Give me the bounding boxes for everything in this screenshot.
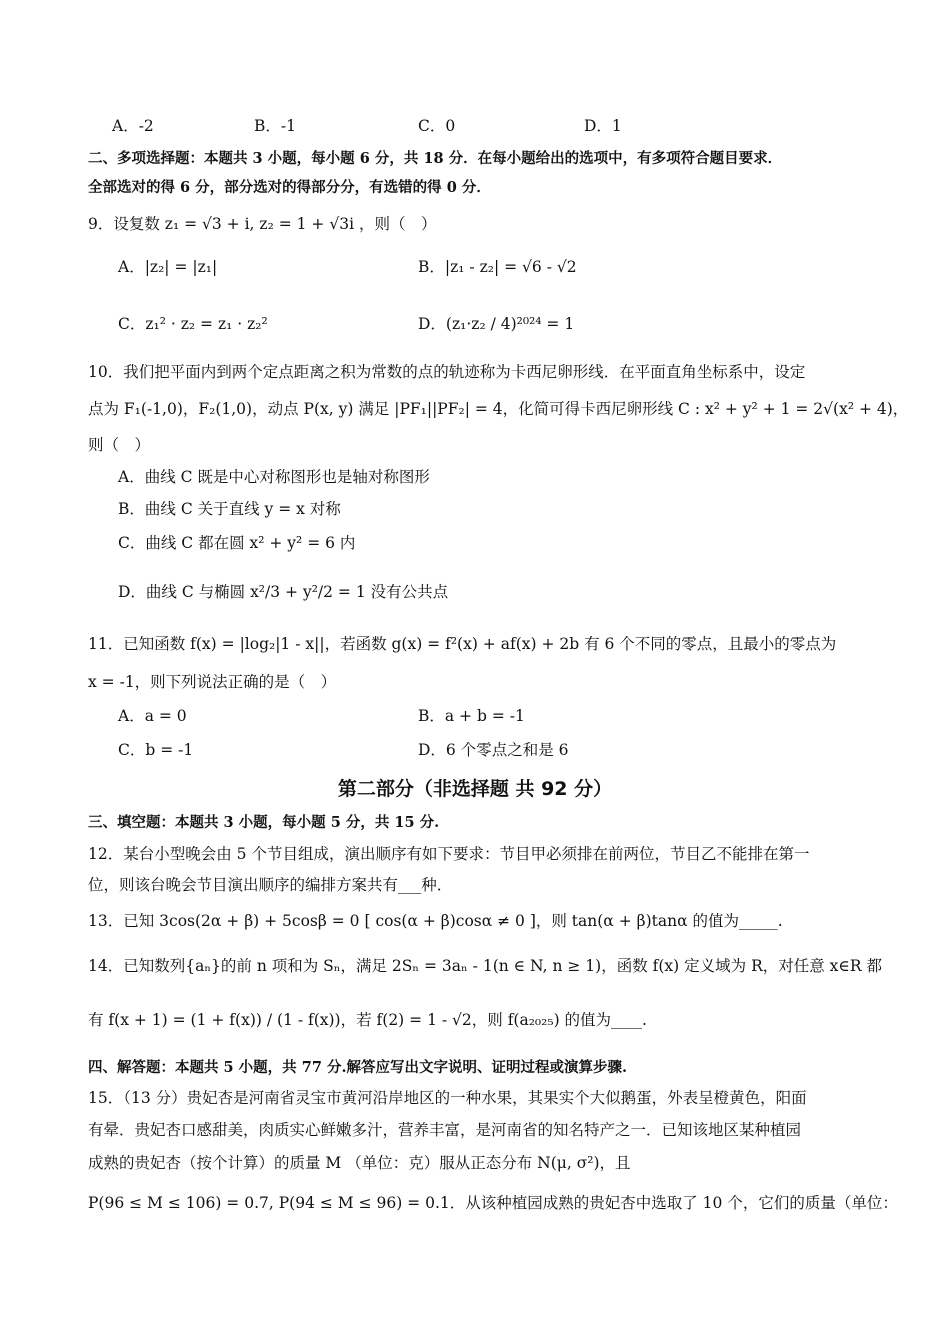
q11-option-a: A．a = 0 bbox=[118, 707, 187, 725]
q9-stem: 9．设复数 z₁ = √3 + i, z₂ = 1 + √3i ，则（ ） bbox=[88, 215, 437, 233]
section3-title: 三、填空题：本题共 3 小题，每小题 5 分，共 15 分. bbox=[88, 814, 440, 831]
q10-option-d: D．曲线 C 与椭圆 x²/3 + y²/2 = 1 没有公共点 bbox=[118, 583, 449, 601]
q10-line3: 则（ ） bbox=[88, 436, 151, 454]
section2-instruction-line2: 全部选对的得 6 分，部分选对的得部分分，有选错的得 0 分． bbox=[88, 179, 491, 196]
q9-option-c: C．z₁² · z₂ = z₁ · z₂² bbox=[118, 315, 268, 333]
q9-option-d: D．(z₁·z₂ / 4)²⁰²⁴ = 1 bbox=[418, 315, 575, 333]
q10-option-c: C．曲线 C 都在圆 x² + y² = 6 内 bbox=[118, 534, 356, 552]
q15-line3: 成熟的贵妃杏（按个计算）的质量 M （单位：克）服从正态分布 N(μ, σ²)，且 bbox=[88, 1154, 631, 1172]
section4-title: 四、解答题：本题共 5 小题，共 77 分.解答应写出文字说明、证明过程或演算步骤. bbox=[88, 1059, 628, 1076]
part2-heading: 第二部分（非选择题 共 92 分） bbox=[337, 778, 613, 800]
q8-option-c: C．0 bbox=[418, 117, 456, 135]
q11-line2: x = -1，则下列说法正确的是（ ） bbox=[88, 673, 337, 691]
q10-option-a: A．曲线 C 既是中心对称图形也是轴对称图形 bbox=[118, 468, 430, 486]
q11-option-d: D．6 个零点之和是 6 bbox=[418, 741, 569, 759]
q15-line4: P(96 ≤ M ≤ 106) = 0.7, P(94 ≤ M ≤ 96) = 0.1．从该种植园成熟的贵妃杏中选取了 10 个，它们的质量（单位： bbox=[88, 1194, 898, 1212]
q14-line2: 有 f(x + 1) = (1 + f(x)) / (1 - f(x))，若 f(2) = 1 - √2，则 f(a₂₀₂₅) 的值为____. bbox=[88, 1011, 647, 1029]
q11-line1: 11．已知函数 f(x) = |log₂|1 - x||，若函数 g(x) = f²(x) + af(x) + 2b 有 6 个不同的零点，且最小的零点为 bbox=[88, 635, 837, 653]
q11-option-b: B．a + b = -1 bbox=[418, 707, 525, 725]
q9-option-b: B．|z₁ - z₂| = √6 - √2 bbox=[418, 258, 577, 276]
q9-option-a: A．|z₂| = |z₁| bbox=[118, 258, 218, 276]
q11-option-c: C．b = -1 bbox=[118, 741, 194, 759]
q8-option-b: B．-1 bbox=[254, 117, 296, 135]
q15-line2: 有晕．贵妃杏口感甜美，肉质实心鲜嫩多汁，营养丰富，是河南省的知名特产之一．已知该地区某种植园 bbox=[88, 1121, 802, 1139]
q12-line2: 位，则该台晚会节目演出顺序的编排方案共有___种． bbox=[88, 876, 453, 894]
q10-option-b: B．曲线 C 关于直线 y = x 对称 bbox=[118, 500, 341, 518]
section2-instruction-line1: 二、多项选择题：本题共 3 小题，每小题 6 分，共 18 分．在每小题给出的选项中，有多项符合题目要求． bbox=[88, 150, 783, 167]
q15-line1: 15．（13 分）贵妃杏是河南省灵宝市黄河沿岸地区的一种水果，其果实个大似鹅蛋，外表呈橙黄色，阳面 bbox=[88, 1089, 807, 1107]
q13-text: 13．已知 3cos(2α + β) + 5cosβ = 0 [ cos(α + β)cosα ≠ 0 ]，则 tan(α + β)tanα 的值为_____. bbox=[88, 912, 783, 930]
q10-line1: 10．我们把平面内到两个定点距离之积为常数的点的轨迹称为卡西尼卵形线．在平面直角坐标系中，设定 bbox=[88, 363, 806, 381]
q8-option-a: A．-2 bbox=[112, 117, 154, 135]
q14-line1: 14．已知数列{aₙ}的前 n 项和为 Sₙ，满足 2Sₙ = 3aₙ - 1(n ∈ N, n ≥ 1)，函数 f(x) 定义域为 R，对任意 x∈R 都 bbox=[88, 957, 882, 975]
q12-line1: 12．某台小型晚会由 5 个节目组成，演出顺序有如下要求：节目甲必须排在前两位，节目乙不能排在第一 bbox=[88, 845, 810, 863]
q10-line2: 点为 F₁(-1,0)，F₂(1,0)，动点 P(x, y) 满足 |PF₁||PF₂| = 4，化简可得卡西尼卵形线 C : x² + y² + 1 = 2√(x² + 4)， bbox=[88, 400, 909, 418]
q8-option-d: D．1 bbox=[584, 117, 622, 135]
